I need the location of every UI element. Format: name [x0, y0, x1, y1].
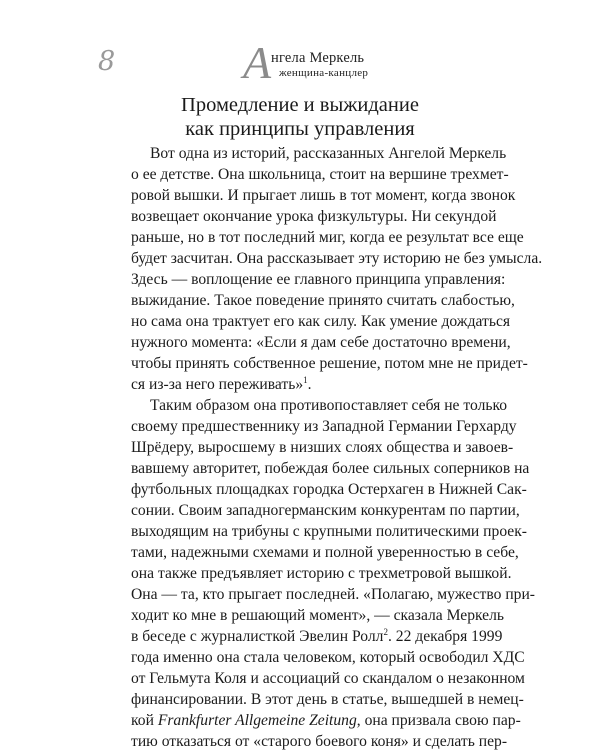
text-fragment: .	[307, 376, 312, 393]
running-head-initial: А	[243, 37, 272, 88]
running-head-title: нгела Меркель	[271, 50, 365, 66]
text-line: чтобы принять собственное решение, потом мне не придет-	[131, 355, 528, 372]
text-line: тами, надежными схемами и полной уверенностью в себе,	[131, 544, 519, 561]
text-line: тию отказаться от «старого боевого коня» и сделать пер-	[131, 733, 508, 750]
footnote-marker[interactable]: 1	[303, 375, 308, 385]
text-fragment: в беседе с журналисткой Эвелин Ролл	[131, 628, 384, 645]
text-line: вавшему авторитет, побеждая более сильных соперников на	[131, 460, 530, 477]
chapter-title-line-2: как принципы управления	[185, 118, 415, 140]
text-line: Шрёдеру, выросшему в низших слоях общества и завоев-	[131, 439, 514, 456]
text-fragment: , она призвала свою пар-	[356, 712, 521, 729]
footnote-marker[interactable]: 2	[383, 627, 388, 637]
text-line: возвещает окончание урока физкультуры. Ни секундой	[131, 208, 497, 225]
text-line: от Гельмута Коля и ассоциаций со скандалом о незаконном	[131, 670, 525, 687]
text-line: Она — та, кто прыгает последней. «Полагаю, мужество при-	[131, 586, 535, 603]
text-line: нужного момента: «Если я дам себе достаточно времени,	[131, 334, 511, 351]
text-line: года именно она стала человеком, который освободил ХДС	[131, 649, 525, 666]
text-line: о ее детстве. Она школьница, стоит на вершине трехмет-	[131, 166, 509, 183]
chapter-title	[150, 93, 450, 141]
text-fragment: ся из-за него переживать»	[131, 376, 304, 393]
text-line: она также предъявляет историю с трехметровой вышкой.	[131, 565, 512, 582]
text-line: Здесь — воплощение ее главного принципа управления:	[131, 271, 506, 288]
text-line: сонии. Своим западногерманским конкурентам по партии,	[131, 502, 520, 519]
text-line: ходит ко мне в решающий момент», — сказала Меркель	[131, 607, 504, 624]
text-fragment: . 22 декабря 1999	[387, 628, 503, 645]
newspaper-title: Frankfurter Allgemeine Zeitung	[157, 712, 357, 729]
text-line: выходящим на трибуны с крупными политическими проек-	[131, 523, 527, 540]
text-line: выжидание. Такое поведение принято считать слабостью,	[131, 292, 515, 309]
chapter-title-line-1: Промедление и выжидание	[181, 94, 419, 116]
running-head	[243, 37, 443, 88]
text-line: Вот одна из историй, рассказанных Ангелой Меркель	[150, 145, 507, 162]
text-line	[131, 374, 484, 395]
text-line: раньше, но в тот последний миг, когда ее результат все еще	[131, 229, 524, 246]
text-line: будет засчитан. Она рассказывает эту историю не без умысла.	[131, 250, 543, 267]
text-line	[131, 710, 521, 731]
running-head-subtitle: женщина-канцлер	[279, 67, 369, 79]
text-line: своему предшественнику из Западной Германии Герхарду	[131, 418, 517, 435]
text-line: но сама она трактует его как силу. Как умение дождаться	[131, 313, 511, 330]
page-number: 8	[98, 46, 116, 77]
text-line	[131, 626, 503, 647]
text-line: финансировании. В этот день в статье, вышедшей в немец-	[131, 691, 524, 708]
text-line: Таким образом она противопоставляет себя не только	[150, 397, 508, 414]
text-line: футбольных площадках городка Остерхаген в Нижней Сак-	[131, 481, 527, 498]
text-fragment: кой	[131, 712, 158, 729]
text-line: ровой вышки. И прыгает лишь в тот момент, когда звонок	[131, 187, 516, 204]
